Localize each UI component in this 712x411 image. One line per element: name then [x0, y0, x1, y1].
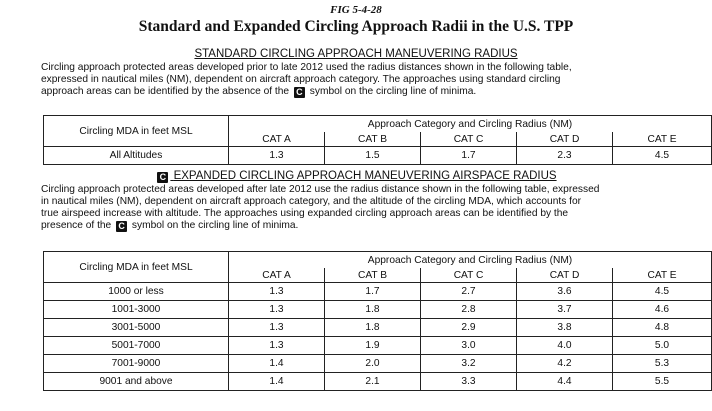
table-row — [44, 147, 712, 165]
table-row — [44, 301, 712, 319]
value-cell: 4.0 — [517, 337, 613, 355]
value-cell: 1.4 — [229, 355, 325, 373]
category-header-cell: CAT D — [517, 268, 613, 283]
standard-desc-line-3a: approach areas can be identified by the absence of the — [41, 86, 290, 97]
value-cell: 5.0 — [613, 337, 712, 355]
document-title: Standard and Expanded Circling Approach Radii in the U.S. TPP — [138, 18, 574, 35]
standard-section-heading: STANDARD CIRCLING APPROACH MANEUVERING RADIUS — [194, 48, 518, 60]
circling-c-symbol-icon: C — [157, 172, 168, 183]
expanded-desc-line-4a: presence of the — [41, 220, 112, 231]
value-cell: 1.9 — [325, 337, 421, 355]
category-header-cell: CAT E — [613, 268, 712, 283]
value-cell: 3.2 — [421, 355, 517, 373]
table-row — [44, 337, 712, 355]
standard-radius-table — [43, 115, 712, 165]
value-cell: 1.8 — [325, 301, 421, 319]
value-cell: 2.3 — [517, 147, 613, 165]
value-cell: 3.3 — [421, 373, 517, 391]
expanded-desc-line-4 — [41, 220, 681, 232]
expanded-desc-line-4b: symbol on the circling line of minima. — [131, 220, 299, 231]
value-cell: 1.7 — [325, 283, 421, 301]
row-label-cell: 9001 and above — [44, 373, 229, 391]
value-cell: 2.7 — [421, 283, 517, 301]
value-cell: 2.8 — [421, 301, 517, 319]
value-cell: 3.7 — [517, 301, 613, 319]
table-row — [44, 319, 712, 337]
row-label-cell: 5001-7000 — [44, 337, 229, 355]
value-cell: 3.6 — [517, 283, 613, 301]
figure-label: FIG 5-4-28 — [330, 4, 382, 16]
value-cell: 5.3 — [613, 355, 712, 373]
group-header-cell: Approach Category and Circling Radius (NM) — [229, 252, 712, 269]
category-header-cell: CAT A — [229, 132, 325, 147]
row-label-cell: 1000 or less — [44, 283, 229, 301]
standard-desc-line-3 — [41, 86, 681, 98]
value-cell: 4.2 — [517, 355, 613, 373]
circling-c-symbol-icon: C — [116, 221, 127, 232]
standard-desc-line-2: expressed in nautical miles (NM), dependent on aircraft approach category. The approaches using standard circling — [41, 74, 561, 85]
table-row — [44, 373, 712, 391]
value-cell: 4.8 — [613, 319, 712, 337]
value-cell: 1.3 — [229, 147, 325, 165]
value-cell: 4.5 — [613, 283, 712, 301]
category-header-cell: CAT C — [421, 132, 517, 147]
table-row — [44, 283, 712, 301]
value-cell: 1.3 — [229, 283, 325, 301]
value-cell: 1.3 — [229, 301, 325, 319]
value-cell: 1.7 — [421, 147, 517, 165]
value-cell: 1.5 — [325, 147, 421, 165]
category-header-cell: CAT B — [325, 268, 421, 283]
standard-desc-line-1: Circling approach protected areas developed prior to late 2012 used the radius distances shown in the following table, — [41, 62, 572, 73]
row-header-cell: Circling MDA in feet MSL — [44, 252, 229, 283]
row-label-cell: 3001-5000 — [44, 319, 229, 337]
category-header-cell: CAT D — [517, 132, 613, 147]
category-header-cell: CAT C — [421, 268, 517, 283]
category-header-cell: CAT E — [613, 132, 712, 147]
table-row — [44, 355, 712, 373]
value-cell: 2.1 — [325, 373, 421, 391]
value-cell: 3.8 — [517, 319, 613, 337]
expanded-section-heading — [0, 170, 712, 183]
table-header-row — [44, 252, 712, 269]
row-header-cell: Circling MDA in feet MSL — [44, 116, 229, 147]
expanded-heading-text: EXPANDED CIRCLING APPROACH MANEUVERING AIRSPACE RADIUS — [173, 170, 557, 182]
value-cell: 5.5 — [613, 373, 712, 391]
row-label-cell: All Altitudes — [44, 147, 229, 165]
value-cell: 1.3 — [229, 337, 325, 355]
row-label-cell: 7001-9000 — [44, 355, 229, 373]
value-cell: 1.3 — [229, 319, 325, 337]
table-header-row — [44, 116, 712, 133]
standard-description — [41, 62, 681, 98]
expanded-desc-line-3: true airspeed increase with altitude. The approaches using expanded circling approach areas can be identified by the — [41, 208, 569, 219]
group-header-cell: Approach Category and Circling Radius (NM) — [229, 116, 712, 133]
expanded-radius-table — [43, 251, 712, 391]
standard-desc-line-3b: symbol on the circling line of minima. — [309, 86, 477, 97]
expanded-desc-line-2: in nautical miles (NM), dependent on aircraft approach category, and the altitude of the circling MDA, which accounts for — [41, 196, 582, 207]
value-cell: 2.0 — [325, 355, 421, 373]
circling-c-symbol-icon: C — [294, 87, 305, 98]
row-label-cell: 1001-3000 — [44, 301, 229, 319]
category-header-cell: CAT B — [325, 132, 421, 147]
value-cell: 1.8 — [325, 319, 421, 337]
value-cell: 4.6 — [613, 301, 712, 319]
value-cell: 4.4 — [517, 373, 613, 391]
value-cell: 3.0 — [421, 337, 517, 355]
value-cell: 2.9 — [421, 319, 517, 337]
category-header-cell: CAT A — [229, 268, 325, 283]
expanded-desc-line-1: Circling approach protected areas developed after late 2012 use the radius distance shown in the following table, expressed — [41, 184, 600, 195]
value-cell: 1.4 — [229, 373, 325, 391]
expanded-description — [41, 184, 681, 232]
value-cell: 4.5 — [613, 147, 712, 165]
